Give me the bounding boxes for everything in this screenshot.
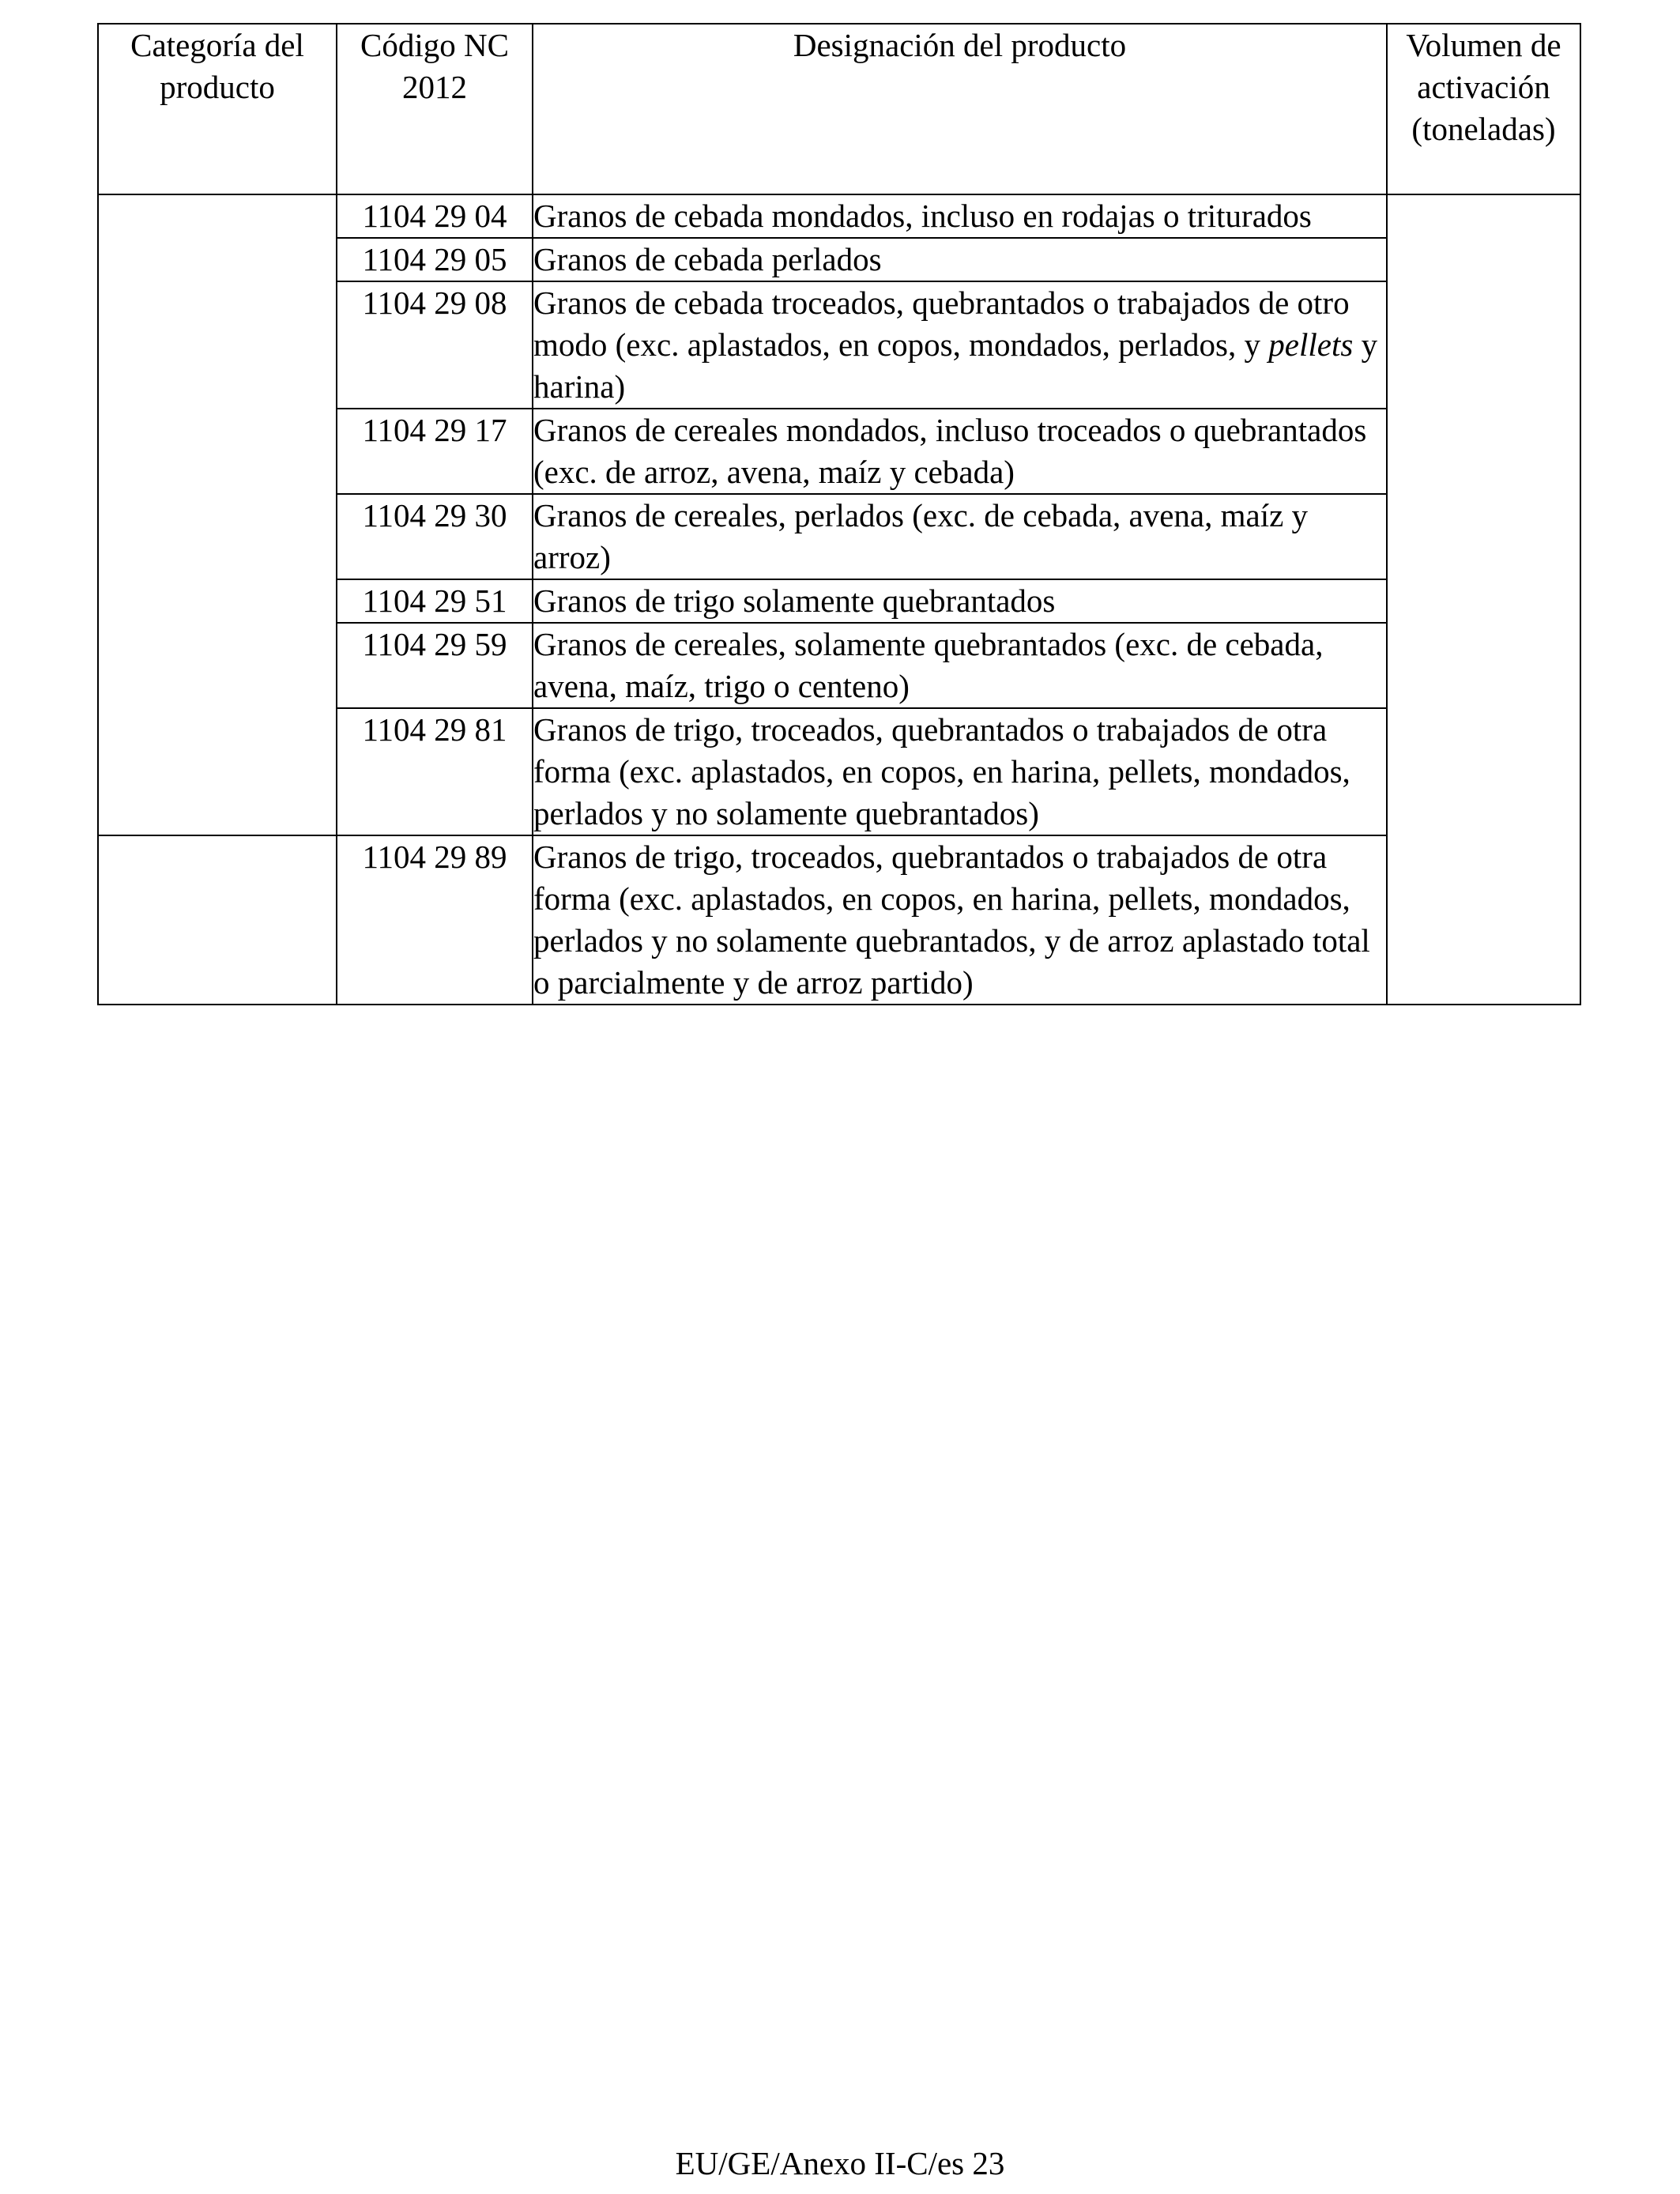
designation-cell: Granos de trigo, troceados, quebrantados o trabajados de otra forma (exc. aplastados, en copos, en harina, pellets, mondados, perlados y no solamente quebrantados) [533, 708, 1387, 835]
header-row [98, 24, 1580, 194]
header-designation: Designación del producto [533, 24, 1387, 194]
code-cell: 1104 29 17 [337, 409, 533, 494]
header-code: Código NC 2012 [337, 24, 533, 194]
header-category: Categoría del producto [98, 24, 337, 194]
page-footer-reference: EU/GE/Anexo II-C/es 23 [675, 2145, 1005, 2181]
code-cell: 1104 29 81 [337, 708, 533, 835]
designation-cell: Granos de cereales, perlados (exc. de cebada, avena, maíz y arroz) [533, 494, 1387, 579]
code-cell: 1104 29 05 [337, 238, 533, 281]
code-cell: 1104 29 59 [337, 623, 533, 708]
table-row [98, 194, 1580, 238]
table-header [98, 24, 1580, 194]
code-cell: 1104 29 04 [337, 194, 533, 238]
table-row [98, 835, 1580, 1005]
designation-cell: Granos de cebada perlados [533, 238, 1387, 281]
code-cell: 1104 29 51 [337, 579, 533, 623]
designation-text: y harina) [533, 326, 1378, 405]
volume-cell [1387, 194, 1580, 1005]
designation-cell: Granos de cereales mondados, incluso troceados o quebrantados (exc. de arroz, avena, maíz y cebada) [533, 409, 1387, 494]
designation-cell [533, 281, 1387, 409]
designation-emphasis: pellets [1268, 326, 1354, 363]
code-cell: 1104 29 08 [337, 281, 533, 409]
designation-cell: Granos de trigo, troceados, quebrantados o trabajados de otra forma (exc. aplastados, en copos, en harina, pellets, mondados, perlados y no solamente quebrantados, y de arroz aplastado total o parcialmente y de arroz partido) [533, 835, 1387, 1005]
product-table [97, 23, 1581, 1005]
table-body [98, 194, 1580, 1005]
code-cell: 1104 29 89 [337, 835, 533, 1005]
category-cell [98, 835, 337, 1005]
designation-text: Granos de cebada troceados, quebrantados o trabajados de otro modo (exc. aplastados, en copos, mondados, perlados, y [533, 285, 1350, 363]
designation-cell: Granos de cebada mondados, incluso en rodajas o triturados [533, 194, 1387, 238]
category-cell [98, 194, 337, 835]
designation-cell: Granos de trigo solamente quebrantados [533, 579, 1387, 623]
designation-cell: Granos de cereales, solamente quebrantados (exc. de cebada, avena, maíz, trigo o centeno) [533, 623, 1387, 708]
code-cell: 1104 29 30 [337, 494, 533, 579]
header-volume: Volumen de activación (toneladas) [1387, 24, 1580, 194]
